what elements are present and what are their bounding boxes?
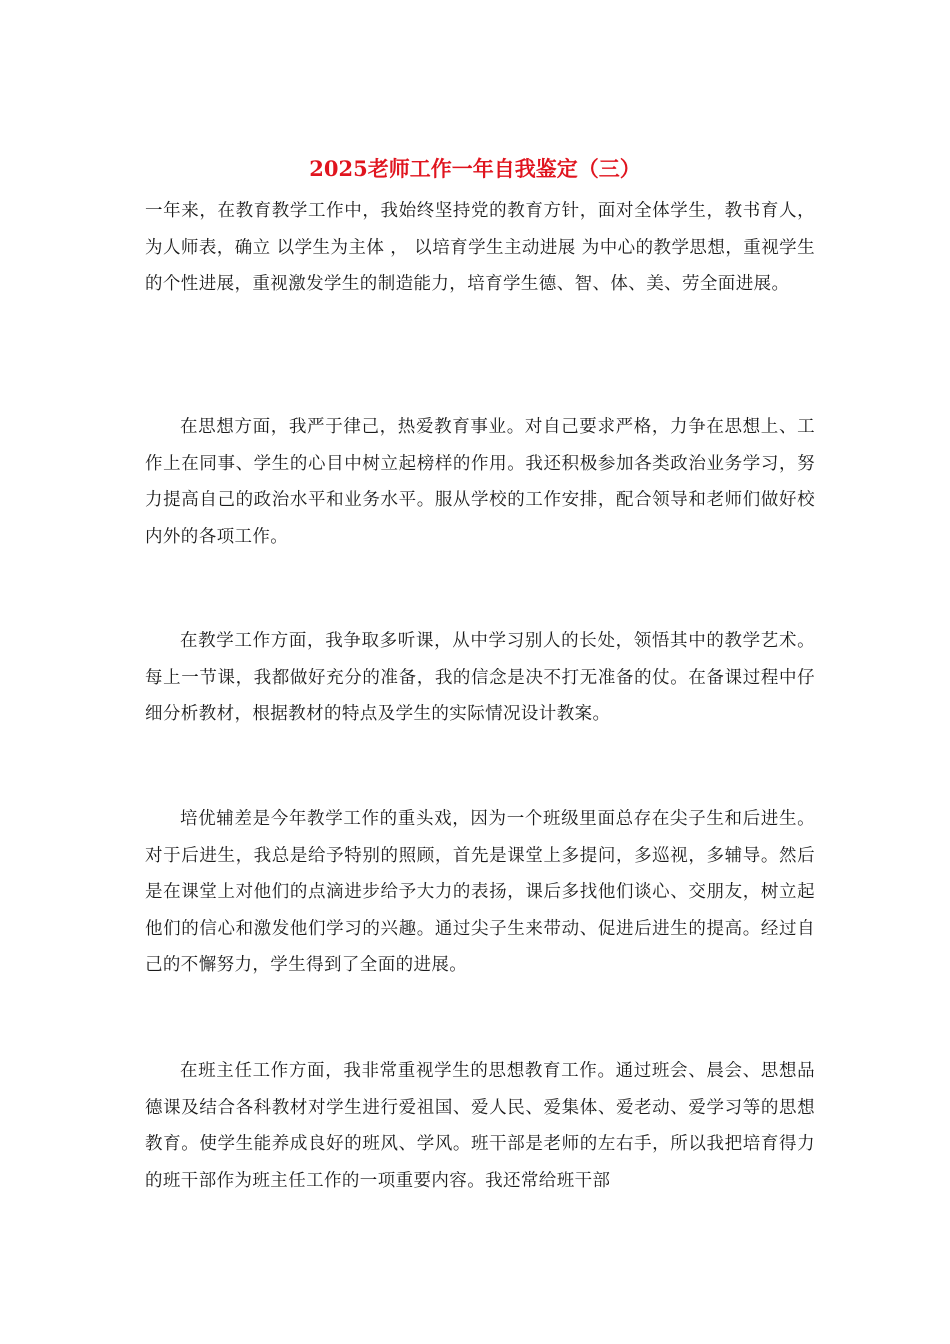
document-title: 2025老师工作一年自我鉴定（三） [309, 156, 641, 181]
paragraph-tutoring: 培优辅差是今年教学工作的重头戏，因为一个班级里面总存在尖子生和后进生。对于后进生，我总是给予特别的照顾，首先是课堂上多提问，多巡视，多辅导。然后是在课堂上对他们的点滴进步给予大力的表扬，课后多找他们谈心、交朋友，树立起他们的信心和激发他们学习的兴趣。通过尖子生来带动、促进后进生的提高。经过自己的不懈努力，学生得到了全面的进展。 [145, 809, 815, 976]
paragraph-intro: 一年来，在教育教学工作中，我始终坚持党的教育方针，面对全体学生，教书育人，为人师表，确立 以学生为主体 ， 以培育学生主动进展 为中心的教学思想，重视学生的个性进展，重视激发学生的制造能力，培育学生德、智、体、美、劳全面进展。 [145, 201, 815, 295]
paragraph-thought: 在思想方面，我严于律己，热爱教育事业。对自己要求严格，力争在思想上、工作上在同事、学生的心目中树立起榜样的作用。我还积极参加各类政治业务学习，努力提高自己的政治水平和业务水平。服从学校的工作安排，配合领导和老师们做好校内外的各项工作。 [145, 417, 815, 547]
paragraph-class-teacher: 在班主任工作方面，我非常重视学生的思想教育工作。通过班会、晨会、思想品德课及结合各科教材对学生进行爱祖国、爱人民、爱集体、爱老动、爱学习等的思想教育。使学生能养成良好的班风、学风。班干部是老师的左右手，所以我把培育得力的班干部作为班主任工作的一项重要内容。我还常给班干部 [145, 1061, 815, 1191]
paragraph-teaching: 在教学工作方面，我争取多听课，从中学习别人的长处，领悟其中的教学艺术。每上一节课，我都做好充分的准备，我的信念是决不打无准备的仗。在备课过程中仔细分析教材，根据教材的特点及学生的实际情况设计教案。 [145, 631, 815, 725]
